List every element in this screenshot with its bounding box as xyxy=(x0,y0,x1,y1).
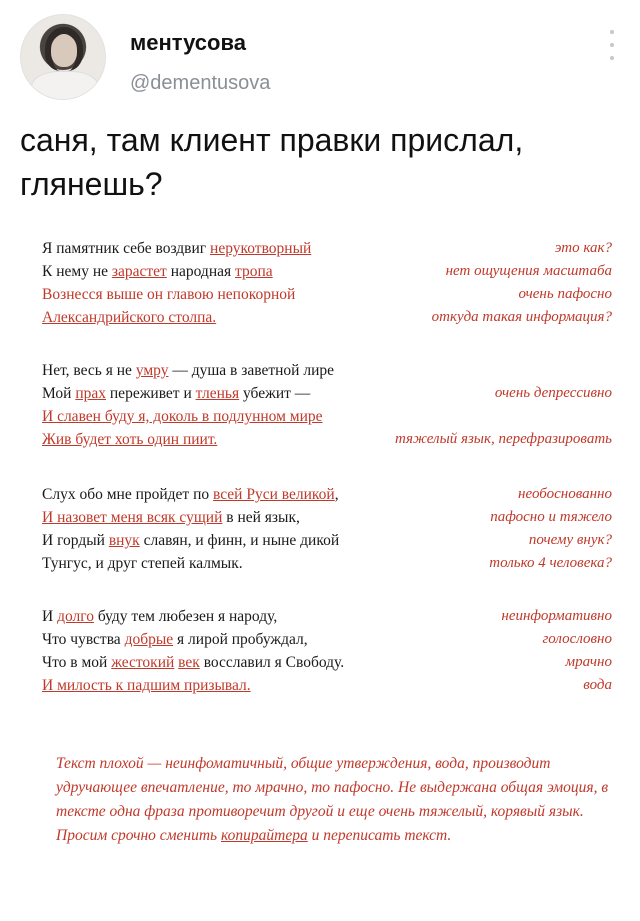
poem-line xyxy=(42,631,308,649)
poem-fragment: Тунгус, и друг степей калмык. xyxy=(42,555,243,572)
margin-comment: неинформативно xyxy=(501,608,612,624)
margin-comment: тяжелый язык, перефразировать xyxy=(395,431,612,447)
marked-fragment: И славен буду я, доколь в подлунном мире xyxy=(42,408,323,425)
poem-fragment: переживет и xyxy=(106,385,196,402)
marked-fragment: жестокий xyxy=(111,654,175,671)
vertical-ellipsis-icon[interactable] xyxy=(608,30,616,60)
poem-stanza xyxy=(42,608,612,700)
poem-fragment: Вознесся выше он главою непокорной xyxy=(42,286,296,303)
poem-fragment: И гордый xyxy=(42,532,109,549)
poem-fragment: славян, и финн, и ныне дикой xyxy=(139,532,340,549)
marked-fragment: всей Руси великой xyxy=(213,486,335,503)
client-verdict xyxy=(56,752,612,848)
poem-fragment: Что чувства xyxy=(42,631,125,648)
marked-fragment: прах xyxy=(75,385,107,402)
poem-line xyxy=(42,509,300,527)
marked-fragment: внук xyxy=(108,532,140,549)
verdict-main-text: Текст плохой — неинфоматичный, общие утверждения, вода, производит удручающее впечатление, то мрачно, то пафосно. Не выдержана общая эмоция, в тексте одна фраза противоречит другой и еще очень тяжелый, корявый язык. Просим срочно сменить xyxy=(56,755,609,844)
poem-line-row xyxy=(42,385,612,408)
verdict-end-text: и переписать текст. xyxy=(307,827,452,844)
poem-line xyxy=(42,385,310,403)
margin-comment: очень депрессивно xyxy=(494,385,612,401)
marked-fragment: И назовет меня всяк сущий xyxy=(42,509,223,526)
marked-fragment: Жив будет хоть один пиит. xyxy=(42,431,218,448)
poem-line-row xyxy=(42,654,612,677)
marked-fragment: долго xyxy=(57,608,94,625)
display-name[interactable]: ментусова xyxy=(130,30,246,55)
poem-line xyxy=(42,608,277,626)
poem-fragment: восславил я Свободу. xyxy=(199,654,345,671)
poem-line xyxy=(42,654,344,672)
marked-fragment: умру xyxy=(135,362,169,379)
marked-fragment: добрые xyxy=(124,631,174,648)
poem-line xyxy=(42,532,339,550)
poem-line xyxy=(42,486,339,504)
marked-fragment: тропа xyxy=(235,263,273,280)
poem-line-row xyxy=(42,408,612,431)
avatar[interactable] xyxy=(20,14,106,100)
margin-comment: вода xyxy=(583,677,612,693)
poem-line-row xyxy=(42,631,612,654)
poem-fragment: народная xyxy=(166,263,235,280)
poem-fragment: буду тем любезен я народу, xyxy=(93,608,278,625)
margin-comment: необоснованно xyxy=(518,486,612,502)
poem-line-row xyxy=(42,555,612,578)
poem-fragment: И xyxy=(42,608,58,625)
tweet-text: саня, там клиент правки прислал, глянешь? xyxy=(20,122,524,202)
user-handle[interactable]: @dementusova xyxy=(130,72,271,94)
poem-fragment: , xyxy=(334,486,339,503)
poem-line xyxy=(42,408,323,426)
poem-line-row xyxy=(42,677,612,700)
poem-line xyxy=(42,309,216,327)
poem-line xyxy=(42,555,243,573)
margin-comment: очень пафосно xyxy=(518,286,612,302)
poem-fragment: я лирой пробуждал, xyxy=(173,631,308,648)
poem-line xyxy=(42,431,217,449)
marked-fragment: тленья xyxy=(195,385,240,402)
poem-stanza xyxy=(42,240,612,332)
poem-stanza xyxy=(42,362,612,454)
poem-fragment: Я памятник себе воздвиг xyxy=(42,240,211,257)
attached-document-image[interactable] xyxy=(22,230,626,902)
poem-line xyxy=(42,362,334,380)
tweet-header xyxy=(20,14,620,106)
poem-fragment: — душа в заветной лире xyxy=(168,362,334,379)
poem-line-row xyxy=(42,431,612,454)
margin-comment: пафосно и тяжело xyxy=(490,509,612,525)
margin-comment: только 4 человека? xyxy=(489,555,612,571)
verdict-underlined-word: копирайтера xyxy=(221,827,308,844)
poem-line xyxy=(42,240,311,258)
marked-fragment: нерукотворный xyxy=(210,240,312,257)
margin-comment: это как? xyxy=(554,240,612,256)
margin-comment: нет ощущения масштаба xyxy=(445,263,612,279)
poem-line-row xyxy=(42,532,612,555)
poem-line xyxy=(42,677,251,695)
marked-fragment: зарастет xyxy=(111,263,167,280)
poem-line-row xyxy=(42,509,612,532)
poem-fragment: в ней язык, xyxy=(222,509,300,526)
poem-line-row xyxy=(42,608,612,631)
poem-line-row xyxy=(42,286,612,309)
poem-line-row xyxy=(42,486,612,509)
marked-fragment: век xyxy=(178,654,200,671)
margin-comment: откуда такая информация? xyxy=(431,309,612,325)
poem-fragment: К нему не xyxy=(42,263,112,280)
poem-line-row xyxy=(42,362,612,385)
poem-line-row xyxy=(42,263,612,286)
margin-comment: голословно xyxy=(542,631,612,647)
poem-fragment: Что в мой xyxy=(42,654,112,671)
poem-line-row xyxy=(42,309,612,332)
poem-line-row xyxy=(42,240,612,263)
poem-fragment: Мой xyxy=(42,385,76,402)
marked-fragment: Александрийского столпа. xyxy=(42,309,217,326)
poem-line xyxy=(42,263,273,281)
poem-line xyxy=(42,286,295,304)
margin-comment: почему внук? xyxy=(528,532,612,548)
marked-fragment: И милость к падшим призывал. xyxy=(42,677,251,694)
poem-fragment: Слух обо мне пройдет по xyxy=(42,486,213,503)
poem-fragment: Нет, весь я не xyxy=(42,362,136,379)
poem-stanza xyxy=(42,486,612,578)
margin-comment: мрачно xyxy=(565,654,612,670)
poem-fragment: убежит — xyxy=(239,385,311,402)
